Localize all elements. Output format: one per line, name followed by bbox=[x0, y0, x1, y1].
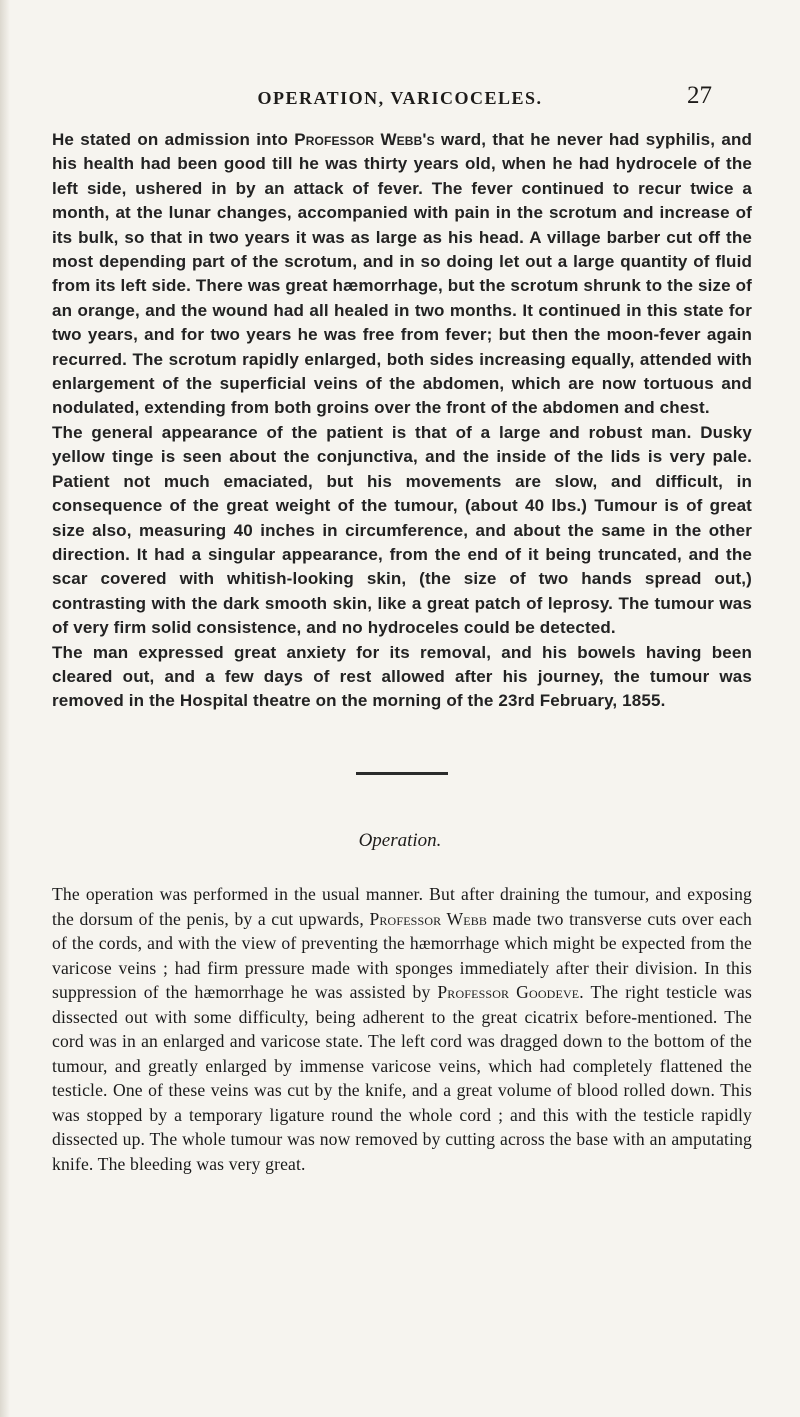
professor-webb-name: Professor Webb bbox=[369, 908, 488, 929]
paragraph-text: made two transverse cuts over each of the cords, and with the view of preventing the hæmorrhage which might be expected from the varicose veins ; had firm pressure made with sponges immediately after their division. In this suppression of the hæmorrhage he was assisted by bbox=[52, 908, 753, 1002]
paragraph-text: ward, that he never had syphilis, and his health had been good till he was thirty years old, when he had hydrocele of the left side, ushered in by an attack of fever. The fever continued to recur twice a month, at the lunar changes, accompanied with pain in the scrotum and increase of its bulk, so that in two years it was as large as his head. A village barber cut off the most depending part of the scrotum, and in so doing let out a large quantity of fluid from its left side. There was great hæmorrhage, but the scrotum shrunk to the size of an orange, and the wound had all healed in two months. It continued in this state for two years, and for two years he was free from fever; but then the moon-fever again recurred. The scrotum rapidly enlarged, both sides increasing equally, attended with enlargement of the superficial veins of the abdomen, which are now tortuous and nodulated, extending from both groins over the front of the abdomen and chest. bbox=[52, 130, 753, 418]
paragraph-text: The right testicle was dissected out with some difficulty, being adherent to the great cicatrix before-mentioned. The cord was in an enlarged and varicose state. The left cord was dragged down to the bottom of the tumour, and greatly enlarged by immense varicose veins, which had completely flattened the testicle. One of these veins was cut by the knife, and a great volume of blood rolled down. This was stopped by a temporary ligature round the whole cord ; and this with the testicle rapidly dissected up. The whole tumour was now removed by cutting across the base with an amputating knife. The bleeding was very great. bbox=[52, 982, 752, 1174]
professor-goodeve-name: Professor Goodeve. bbox=[437, 982, 584, 1002]
page-number: 27 bbox=[687, 82, 712, 109]
paragraph-removal: The man expressed great anxiety for its removal, and his bowels having been cleared out, and a few days of rest allowed after his journey, the tumour was removed in the Hospital theatre on the morning of the 23rd February, 1855. bbox=[52, 642, 752, 711]
page-gutter-shadow bbox=[0, 0, 10, 1417]
paragraph-general-appearance: The general appearance of the patient is that of a large and robust man. Dusky yellow tinge is seen about the conjunctiva, and the inside of the lids is very pale. Patient not much emaciated, but his movements are slow, and difficult, in consequence of the great weight of the tumour, (about 40 lbs.) Tumour is of great size also, measuring 40 inches in circumference, and about the same in the other direction. It had a singular appearance, from the end of it being truncated, and the scar covered with whitish-looking skin, (the size of two hands spread out,) contrasting with the dark smooth skin, like a great patch of leprosy. The tumour was of very firm solid consistence, and no hydroceles could be detected. bbox=[52, 422, 752, 638]
running-head: OPERATION, VARICOCELES. bbox=[257, 88, 543, 108]
paragraph-text: The operation was performed in the usual manner. But after draining the tumour, and exposing the dorsum of the penis, by a cut upwards, bbox=[52, 884, 752, 929]
paragraph-text: He stated on admission into bbox=[52, 130, 295, 149]
paragraph-admission-history bbox=[52, 128, 752, 421]
case-report-section bbox=[52, 128, 752, 714]
page-header bbox=[0, 82, 800, 112]
paragraph-operation bbox=[52, 882, 752, 1176]
section-title-operation: Operation. bbox=[358, 830, 442, 851]
professor-webb-name: Professor Webb's bbox=[294, 130, 435, 149]
operation-section bbox=[52, 882, 752, 1176]
section-divider-rule bbox=[356, 772, 448, 775]
